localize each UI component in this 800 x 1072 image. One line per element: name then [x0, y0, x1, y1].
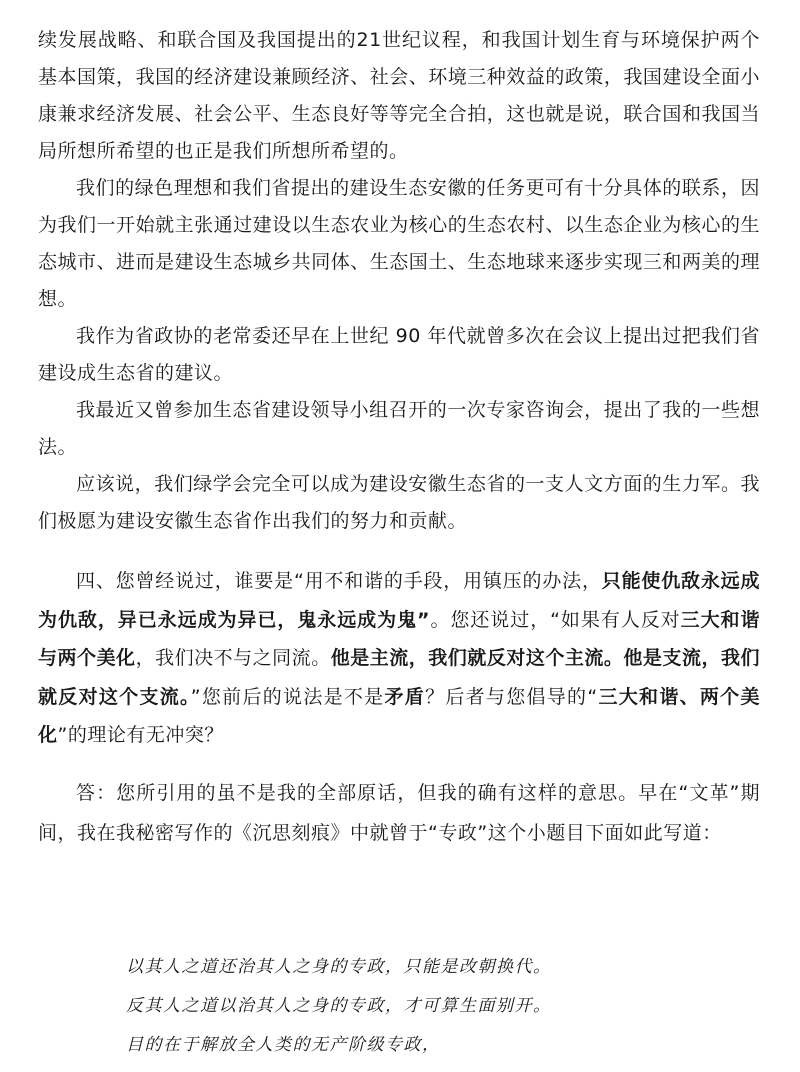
question-seg-4: 三大和谐与两个美化 [38, 608, 760, 669]
poem-line-2: 反其人之道以治其人之身的专政，才可算生面别开。 [126, 996, 552, 1016]
question-seg-11: ”的理论有无冲突？ [57, 724, 224, 746]
paragraph-green-ideal: 我们的绿色理想和我们省提出的建设生态安徽的任务更可有十分具体的联系，因为我们一开始就主张通过建设以生态农业为核心的生态农村、以生态企业为核心的生态城市、进而是建设生态城乡共同体、生态国土、生态地球来逐步实现三和两美的理想。 [38, 177, 760, 310]
quoted-poem [126, 948, 746, 1065]
paragraph-consultation: 我最近又曾参加生态省建设领导小组召开的一次专家咨询会，提出了我的一些想法。 [38, 399, 760, 458]
question-paragraph [38, 562, 760, 755]
question-seg-1: 四、您曾经说过，谁要是“用不和谐的手段，用镇压的办法， [76, 570, 602, 592]
answer-paragraph: 答：您所引用的虽不是我的全部原话，但我的确有这样的意思。早在“文革”期间，我在我秘密写作的《沉思刻痕》中就曾于“专政”这个小题目下面如此写道： [38, 781, 760, 844]
question-seg-9: ？后者与您倡导的“ [425, 685, 598, 708]
question-seg-8: 矛盾 [384, 685, 426, 708]
paragraph-continuation: 续发展战略、和联合国及我国提出的21世纪议程，和我国计划生育与环境保护两个基本国策，我国的经济建设兼顾经济、社会、环境三种效益的政策，我国建设全面小康兼求经济发展、社会公平、生态良好等等完全合拍，这也就是说，联合国和我国当局所想所希望的也正是我们所想所希望的。 [38, 29, 760, 162]
answer-block [38, 773, 760, 853]
question-seg-10: 三大和谐、两个美化 [38, 685, 760, 746]
poem-line-1: 以其人之道还治其人之身的专政，只能是改朝换代。 [126, 957, 552, 977]
question-seg-2: 只能使仇敌永远成为仇敌，异已永远成为异已，鬼永远成为鬼” [38, 570, 760, 631]
paragraph-proposal: 我作为省政协的老常委还早在上世纪 90 年代就曾多次在会议上提出过把我们省建设成生态省的建议。 [38, 325, 760, 384]
document-page [38, 22, 760, 853]
question-seg-3: 。您还说过，“如果有人反对 [430, 608, 681, 631]
question-seg-6: 他是主流，我们就反对这个主流。他是支流，我们就反对这个支流。 [38, 647, 760, 708]
paragraph-contribution: 应该说，我们绿学会完全可以成为建设安徽生态省的一支人文方面的生力军。我们极愿为建设安徽生态省作出我们的努力和贡献。 [38, 473, 760, 532]
poem-line-3: 目的在于解放全人类的无产阶级专政， [126, 1035, 441, 1055]
question-seg-7: ”您前后的说法是不是 [190, 685, 385, 708]
question-seg-5: ，我们决不与之同流。 [135, 647, 331, 669]
question-block [38, 562, 760, 755]
